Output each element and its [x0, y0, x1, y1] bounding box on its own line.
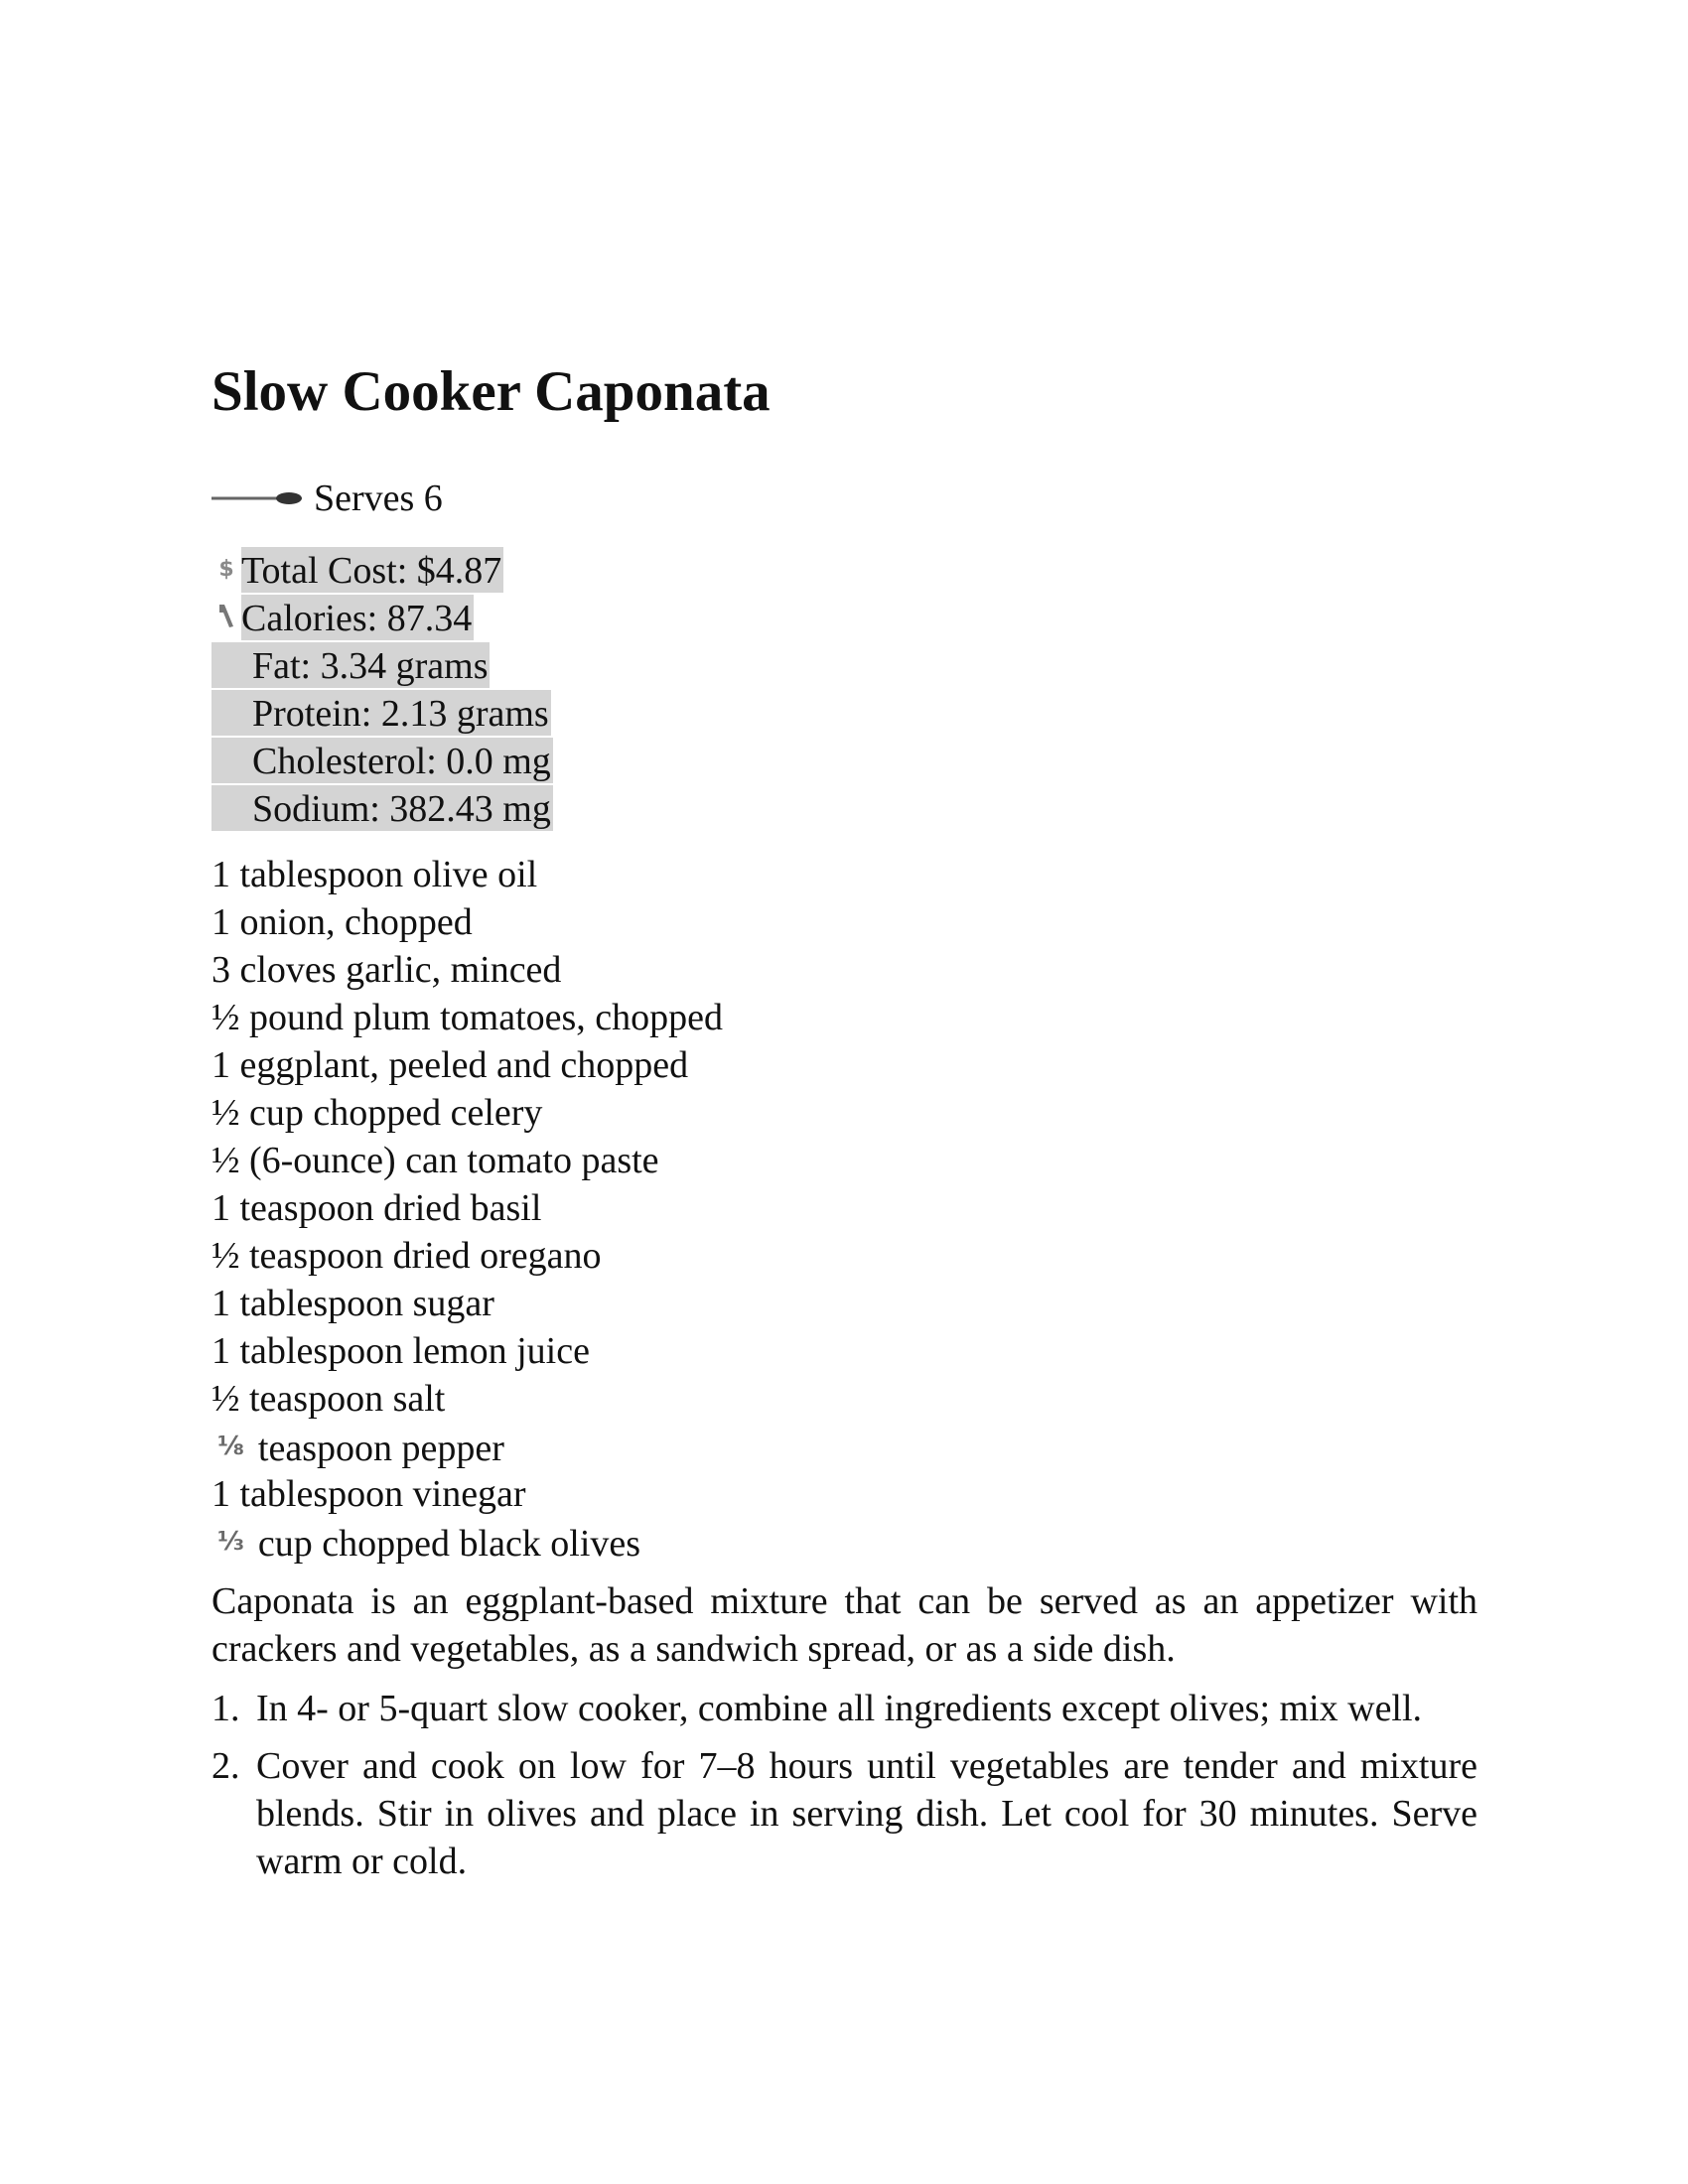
serves-text: Serves 6	[314, 478, 443, 519]
ingredient-item-pepper	[211, 1423, 723, 1470]
nutrition-cost-row	[211, 546, 553, 594]
ingredient-item: ½ teaspoon dried oregano	[211, 1235, 602, 1277]
ingredient-item: 1 tablespoon vinegar	[211, 1473, 526, 1515]
ingredient-item: 1 tablespoon olive oil	[211, 854, 538, 895]
ingredient-text: cup chopped black olives	[257, 1523, 641, 1565]
step-number: 2.	[211, 1745, 240, 1787]
ingredient-item-olives	[211, 1518, 723, 1566]
dollar-icon: $	[218, 557, 234, 582]
ingredient-item: ½ pound plum tomatoes, chopped	[211, 997, 724, 1038]
step-text: In 4- or 5-quart slow cooker, combine all ingredients except olives; mix well.	[256, 1688, 1423, 1729]
ingredient-item: ½ (6-ounce) can tomato paste	[211, 1140, 659, 1181]
nutrition-box	[211, 546, 553, 832]
step-list	[211, 1685, 1477, 1895]
spoon-icon	[211, 488, 304, 508]
step-item	[211, 1742, 1477, 1885]
ingredient-item: 1 tablespoon sugar	[211, 1283, 494, 1324]
ingredient-item: 1 teaspoon dried basil	[211, 1187, 542, 1229]
nutrition-protein: Protein: 2.13 grams	[211, 690, 551, 736]
ingredient-list	[211, 851, 723, 1566]
ingredient-item: 1 eggplant, peeled and chopped	[211, 1044, 689, 1086]
step-text: Cover and cook on low for 7–8 hours until vegetables are tender and mixture blends. Stir in olives and place in serving dish. Let cool for 30 minutes. Serve warm or cold.	[256, 1745, 1477, 1882]
nutrition-fat-row	[211, 641, 553, 689]
fraction-third-glyph: ⅓	[217, 1527, 244, 1557]
nutrition-sodium: Sodium: 382.43 mg	[211, 785, 553, 831]
fraction-eighth-glyph: ⅛	[217, 1432, 244, 1461]
nutrition-sodium-row	[211, 784, 553, 832]
nutrition-cholesterol: Cholesterol: 0.0 mg	[211, 738, 553, 783]
ingredient-item: ½ cup chopped celery	[211, 1092, 543, 1134]
step-item	[211, 1685, 1477, 1732]
ingredient-item: 3 cloves garlic, minced	[211, 949, 562, 991]
ingredient-text: teaspoon pepper	[257, 1428, 504, 1469]
serves-line	[211, 475, 443, 522]
recipe-title: Slow Cooker Caponata	[211, 360, 771, 423]
ingredient-item: ½ teaspoon salt	[211, 1378, 446, 1420]
step-number: 1.	[211, 1688, 240, 1729]
nutrition-calories: Calories: 87.34	[241, 595, 474, 640]
nutrition-protein-row	[211, 689, 553, 737]
nutrition-calories-row	[211, 594, 553, 641]
nutrition-cholesterol-row	[211, 737, 553, 784]
recipe-intro: Caponata is an eggplant-based mixture that can be served as an appetizer with crackers and vegetables, as a sandwich spread, or as a side dish.	[211, 1580, 1477, 1670]
nutrition-fat: Fat: 3.34 grams	[211, 642, 490, 688]
fork-icon	[211, 603, 241, 632]
ingredient-item: 1 tablespoon lemon juice	[211, 1330, 590, 1372]
ingredient-item: 1 onion, chopped	[211, 901, 473, 943]
nutrition-cost: Total Cost: $4.87	[241, 547, 503, 593]
